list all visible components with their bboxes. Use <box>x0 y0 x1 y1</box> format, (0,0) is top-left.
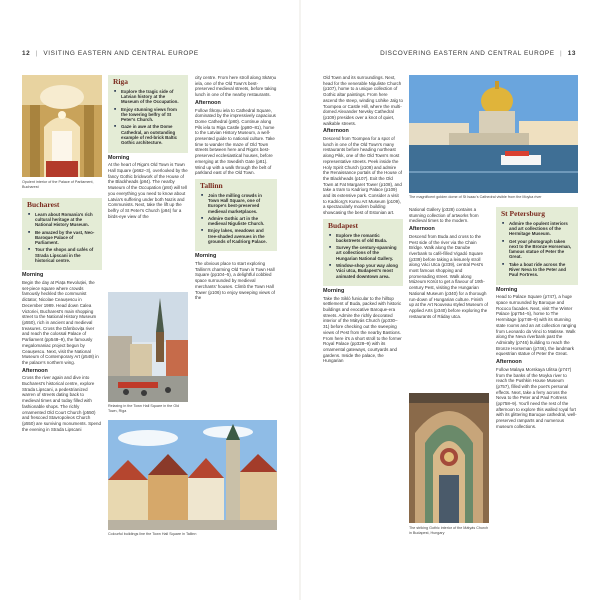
riga-photo-caption: Relaxing in the Town Hall Square in the Old Town, Riga <box>108 404 180 413</box>
matyas-church-photo <box>409 393 489 523</box>
tallinn-box-title: Tallinn <box>200 180 223 190</box>
riga-continued-text: city centre. From here stroll along Skārņu iela, one of the Old Town's best-preserved medieval streets, before taking lunch in one of the nearby restaurants. <box>195 75 277 98</box>
bucharest-afternoon-text: Cross the river again and dive into Bucharest's historical centre, explore Strada Lipscani, a pedestrianized warren of streets dating back to medieval times and today filled with fashionable shops. The richly ornamented Old Court Church (p550) and frescoed Stavropoleos Church (p550) are surviving monuments. Spend the evening in Strada Lipscani <box>22 375 101 432</box>
budapest-afternoon-heading: Afternoon <box>409 226 435 233</box>
st-petersburg-highlight: ■ Get your photograph taken next to the Bronze Horseman, famous statue of Peter the Great. <box>509 239 573 260</box>
riga-highlight: ■ Explore the tragic side of Latvian history at the Museum of the Occupation. <box>121 89 183 105</box>
budapest-morning-text: Take the Sikló funicular to the hilltop settlement of Buda, packed with historic buildings and evocative Baroque-era streets. Admire the richly decorated interior of the Mátyás Church (pp330–31) before checking out the sweeping views of Pest from the nearby Bastions. From here it's a short stroll to the former Royal Palace (pp328–9) with its ornamental gateways, courtyards and gardens. Inside the palace, the Hungarian <box>323 295 402 364</box>
st-petersburg-afternoon-heading: Afternoon <box>496 359 522 366</box>
tallinn-morning-text: The obvious place to start exploring Tallinn's charming Old Town is Town Hall Square (pp104–5), a delightful cobbled space surrounded by medieval merchants' houses. Climb the Town Hall Tower (p106) to enjoy sweeping views of the <box>195 261 275 301</box>
riga-afternoon-text: Follow Škūņu iela to Cathedral Square, dominated by the impressively capacious Dome Cathedral (p80). Continue along Pils iela to Riga Castle (pp80–81), home to the Latvian History Museum, a well-presented guide to national culture. Take time to wander the maze of Old Town streets between here and Riga's best-preserved ecclesiastical houses, before emerging at the Swedish Gate (p81). Wind up with a walk through the belt of parkland east of the Old Town. <box>195 107 276 176</box>
bucharest-morning-text: Begin the day at Piața Revoluției, the set-piece square where crowds famously heckled the communist dictator, Nicolae Ceaușescu in December 1989. Head down Calea Victoriei, Bucharest's main shopping street to the National History Museum (p550), rich in ancient and medieval treasures. Cross the Dâmbovița river and reach the colossal Palace of Parliament (pp548–9), the famously megalomaniac project begun by Ceaușescu. Next, visit the National Museum of Contemporary Art (p548) in the palace's northern wing. <box>22 280 99 365</box>
st-petersburg-highlights-box <box>496 207 578 285</box>
riga-highlights-box <box>108 75 188 153</box>
st-petersburg-afternoon-text: Follow Malaya Morskaya Ulitsa (p747) from the banks of the Moyka river to reach the Pushkin House Museum (p757), filled with the poet's personal effects. Next, take a ferry across the Neva to the Peter and Paul Fortress (pp758–9). You'll need the rest of the afternoon to explore this walled royal fort with its glittering Baroque cathedral, well-preserved ramparts and numerous museum collections. <box>496 366 577 429</box>
budapest-highlight: ■ Explore the romantic backstreets of old Buda. <box>336 233 398 244</box>
budapest-box-title: Budapest <box>328 220 359 230</box>
left-page-header: 12 | VISITING EASTERN AND CENTRAL EUROPE <box>22 50 199 57</box>
riga-morning-text: At the heart of Riga's Old Town is Town Hall Square (p662–3), overlooked by the fancy Gothic brickwork of the House of the Blackheads (p84). The nearby Museum of the Occupation (p84) will tell you everything you need to know about Latvia's suffering under both Nazis and Communists. Next, take the lift up the belfry of St Peter's Church (p84) for a birds-eye view of the <box>108 162 188 219</box>
tallinn-highlight: ■ Enjoy lakes, meadows and tree-shaded avenues in the grounds of Kadriorg Palace. <box>208 228 272 244</box>
budapest-highlight: ■ Survey the century-spanning art collections of the Hungarian National Gallery. <box>336 245 398 261</box>
bucharest-highlight: ■ Tour the shops and cafés of Strada Lipscani in the historical centre. <box>35 247 97 263</box>
tallinn-afternoon-heading: Afternoon <box>323 128 349 135</box>
bucharest-morning-heading: Morning <box>22 272 44 279</box>
tallinn-highlights-box <box>195 179 277 251</box>
budapest-continued-text: National Gallery (p328) contains a stunning collection of artworks from medieval times to the modern. <box>409 207 479 224</box>
st-petersburg-photo-caption: The magnificent golden dome of St Isaac's Cathedral visible from the Moyka river <box>409 195 542 199</box>
bucharest-highlight: ■ Be amazed by the vast, Neo-Baroque Palace of Parliament. <box>35 230 97 246</box>
right-page-number: 13 <box>567 50 576 57</box>
st-petersburg-box-title: St Petersburg <box>501 209 545 218</box>
right-running-title: DISCOVERING EASTERN AND CENTRAL EUROPE <box>380 50 555 57</box>
left-page-number: 12 <box>22 50 31 57</box>
tallinn-highlight: ■ Join the milling crowds in Town Hall Square, one of Europe's best-preserved medieval marketplaces. <box>208 193 272 214</box>
budapest-morning-heading: Morning <box>323 287 345 294</box>
tallinn-photo-caption: Colourful buildings line the Town Hall Square in Tallinn <box>108 532 197 536</box>
left-running-title: VISITING EASTERN AND CENTRAL EUROPE <box>43 50 199 57</box>
st-petersburg-highlight: ■ Take a boat ride across the River Neva to the Peter and Paul Fortress. <box>509 262 573 278</box>
budapest-highlights-box <box>323 219 403 286</box>
palace-of-parliament-photo <box>22 75 102 177</box>
bucharest-highlight: ■ Learn about Romania's rich cultural heritage at the National History Museum. <box>35 212 97 228</box>
bucharest-highlights-box <box>22 198 102 270</box>
st-petersburg-highlight: ■ Admire the opulent interiors and art collections of the Hermitage Museum. <box>509 221 573 237</box>
bucharest-box-title: Bucharest <box>27 200 60 209</box>
tallinn-continued-text: Old Town and its surroundings. Next, head for the venerable Niguliste Church (p107), home to a unique collection of Gothic altar paintings. From here ascend the steep, winding Lühike Jalg to Toompea or Castle Hill, where the multi-domed Alexander Nevsky Cathedral (p109) presides over a knot of quiet, walkable streets. <box>323 75 403 126</box>
budapest-highlight: ■ Window-shop your way along Váci utca, Budapest's most animated downtown area. <box>336 263 398 279</box>
left-page <box>0 0 299 600</box>
riga-afternoon-heading: Afternoon <box>195 99 221 106</box>
bucharest-afternoon-heading: Afternoon <box>22 367 48 374</box>
st-petersburg-morning-text: Head to Palace Square (p747), a huge space surrounded by Baroque and Rococo facades. Next, visit The Winter Palace (pp754–5), home to The Hermitage (pp748–9) with its stunning state rooms and an art collection ranging from Leonardo da Vinci to Matisse. Walk along the Neva riverbank past the Admiralty (p746) building to reach the Bronze Horseman (p746), the landmark equestrian statue of Peter the Great. <box>496 294 577 357</box>
tallinn-highlight: ■ Admire Gothic art in the medieval Niguliste Church. <box>208 216 272 227</box>
tallinn-square-photo <box>108 420 277 530</box>
bucharest-photo-caption: Opulent interior of the Palace of Parliament, Bucharest <box>22 180 94 189</box>
riga-highlight: ■ Gaze in awe at the Dome Cathedral, an outstanding example of red-brick Baltic Gothic architecture. <box>121 124 183 145</box>
right-page <box>301 0 600 600</box>
riga-square-photo <box>108 292 188 402</box>
st-petersburg-morning-heading: Morning <box>496 286 518 293</box>
riga-box-title: Riga <box>113 77 128 86</box>
budapest-afternoon-text: Descend from Buda and cross to the Pest side of the river via the Chain Bridge. Walk along the Danube riverbank to café-filled Vigadó Square (p339) before taking a leisurely stroll along Váci Utca (p339), central Pest's most famous shopping and promenading street. Walk along Múzeum Körút to get a flavour of 19th-century Pest, visiting the Hungarian National Museum (p340) for a thorough run-down of Hungarian culture. Finish up at the Art Nouveau styled Museum of Applied Arts (p340) before exploring the restaurants of Ráday utca. <box>409 233 488 319</box>
riga-highlight: ■ Enjoy stunning views from the towering belfry of St Peter's Church. <box>121 107 183 123</box>
right-page-header: DISCOVERING EASTERN AND CENTRAL EUROPE | 13 <box>380 50 576 57</box>
riga-morning-heading: Morning <box>108 154 130 161</box>
tallinn-afternoon-text: Descend from Toompea for a spot of lunch in one of the Old Town's many restaurants before heading northeast along Pikk, one of the Old Town's most representative streets. Peek inside the Holy Spirit Church (p108) and admire the Renaissance portals of the House of the Blackheads (p107). Exit the Old Town at Fat Margaret Tower (p108), and take a tram to Kadriorg Palace (p109) and its extensive park. Consider a visit to Kadriorg's Kumu Art Museum (p109), a spectacularly modern building showcasing the best of Estonian art. <box>323 136 402 216</box>
budapest-photo-caption: The striking Gothic interior of the Mátyás Church in Budapest, Hungary <box>409 526 489 535</box>
tallinn-morning-heading: Morning <box>195 253 217 260</box>
st-isaacs-cathedral-photo <box>409 75 578 193</box>
